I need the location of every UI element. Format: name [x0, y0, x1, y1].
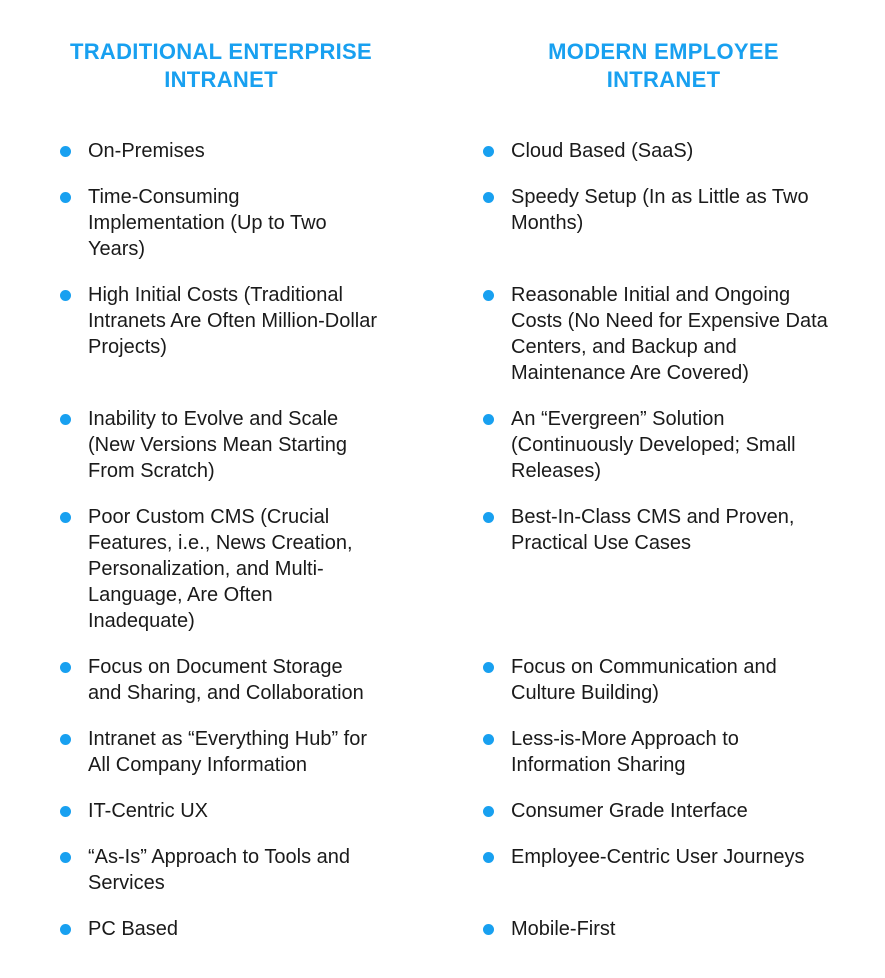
left-list-item	[0, 654, 442, 706]
right-list-item	[442, 844, 885, 870]
left-list-item-text: Inability to Evolve and Scale (New Versions Mean Starting From Scratch)	[88, 408, 348, 482]
right-list-item-text: Less-is-More Approach to Information Sharing	[511, 728, 739, 776]
bullet-dot-icon	[483, 146, 494, 157]
right-list-item	[442, 138, 885, 164]
comparison-grid	[0, 38, 885, 942]
bullet-dot-icon	[60, 734, 71, 745]
bullet-dot-icon	[483, 734, 494, 745]
bullet-dot-icon	[483, 192, 494, 203]
bullet-dot-icon	[60, 414, 71, 425]
left-list-item-text: On-Premises	[88, 140, 205, 162]
right-list-item	[442, 654, 885, 706]
bullet-dot-icon	[60, 852, 71, 863]
bullet-dot-icon	[60, 924, 71, 935]
right-list-item-text: Cloud Based (SaaS)	[511, 140, 694, 162]
left-list-item	[0, 844, 442, 896]
right-list-item-text: Reasonable Initial and Ongoing Costs (No Need for Expensive Data Centers, and Backup and Maintenance Are Covered)	[511, 284, 828, 384]
bullet-dot-icon	[60, 146, 71, 157]
left-list-item-text: Poor Custom CMS (Crucial Features, i.e., News Creation, Personalization, and Multi-Language, Are Often Inadequate)	[88, 506, 353, 632]
bullet-dot-icon	[60, 662, 71, 673]
left-list-item-text: Focus on Document Storage and Sharing, and Collaboration	[88, 656, 364, 704]
right-list-item-text: Speedy Setup (In as Little as Two Months)	[511, 186, 809, 234]
right-list-item-text: Consumer Grade Interface	[511, 800, 748, 822]
bullet-dot-icon	[60, 806, 71, 817]
bullet-dot-icon	[483, 290, 494, 301]
right-list-item-text: Focus on Communication and Culture Building)	[511, 656, 777, 704]
right-column-title-line-1: MODERN EMPLOYEE	[548, 39, 779, 64]
bullet-dot-icon	[483, 414, 494, 425]
left-list-item-text: Time-Consuming Implementation (Up to Two Years)	[88, 186, 327, 260]
right-list-item	[442, 726, 885, 778]
left-list-item-text: Intranet as “Everything Hub” for All Company Information	[88, 728, 368, 776]
left-list-item-text: IT-Centric UX	[88, 800, 209, 822]
left-list-item	[0, 726, 442, 778]
right-list-item-text: Employee-Centric User Journeys	[511, 846, 805, 868]
right-column-title-line-2: INTRANET	[606, 67, 721, 92]
right-list-item-text: Mobile-First	[511, 918, 616, 940]
left-list-item	[0, 916, 442, 942]
bullet-dot-icon	[483, 662, 494, 673]
right-list-item-text: An “Evergreen” Solution (Continuously Developed; Small Releases)	[511, 408, 796, 482]
bullet-dot-icon	[60, 512, 71, 523]
left-column-title	[0, 38, 442, 94]
left-list-item	[0, 798, 442, 824]
left-column-title-line-2: INTRANET	[164, 67, 278, 92]
left-list-item	[0, 138, 442, 164]
left-list-item	[0, 504, 442, 634]
left-list-item-text: PC Based	[88, 918, 179, 940]
right-list-item	[442, 916, 885, 942]
right-list-item	[442, 184, 885, 236]
left-column-title-line-1: TRADITIONAL ENTERPRISE	[70, 39, 372, 64]
left-list-item	[0, 282, 442, 360]
left-list-item	[0, 184, 442, 262]
bullet-dot-icon	[483, 924, 494, 935]
bullet-dot-icon	[483, 512, 494, 523]
left-list-item-text: High Initial Costs (Traditional Intranets Are Often Million-Dollar Projects)	[88, 284, 378, 358]
bullet-dot-icon	[483, 806, 494, 817]
bullet-dot-icon	[60, 192, 71, 203]
right-column-title	[442, 38, 885, 94]
right-list-item	[442, 504, 885, 556]
bullet-dot-icon	[483, 852, 494, 863]
right-list-item-text: Best-In-Class CMS and Proven, Practical Use Cases	[511, 506, 795, 554]
right-list-item	[442, 406, 885, 484]
right-list-item	[442, 282, 885, 386]
right-list-item	[442, 798, 885, 824]
left-list-item-text: “As-Is” Approach to Tools and Services	[88, 846, 350, 894]
left-list-item	[0, 406, 442, 484]
bullet-dot-icon	[60, 290, 71, 301]
